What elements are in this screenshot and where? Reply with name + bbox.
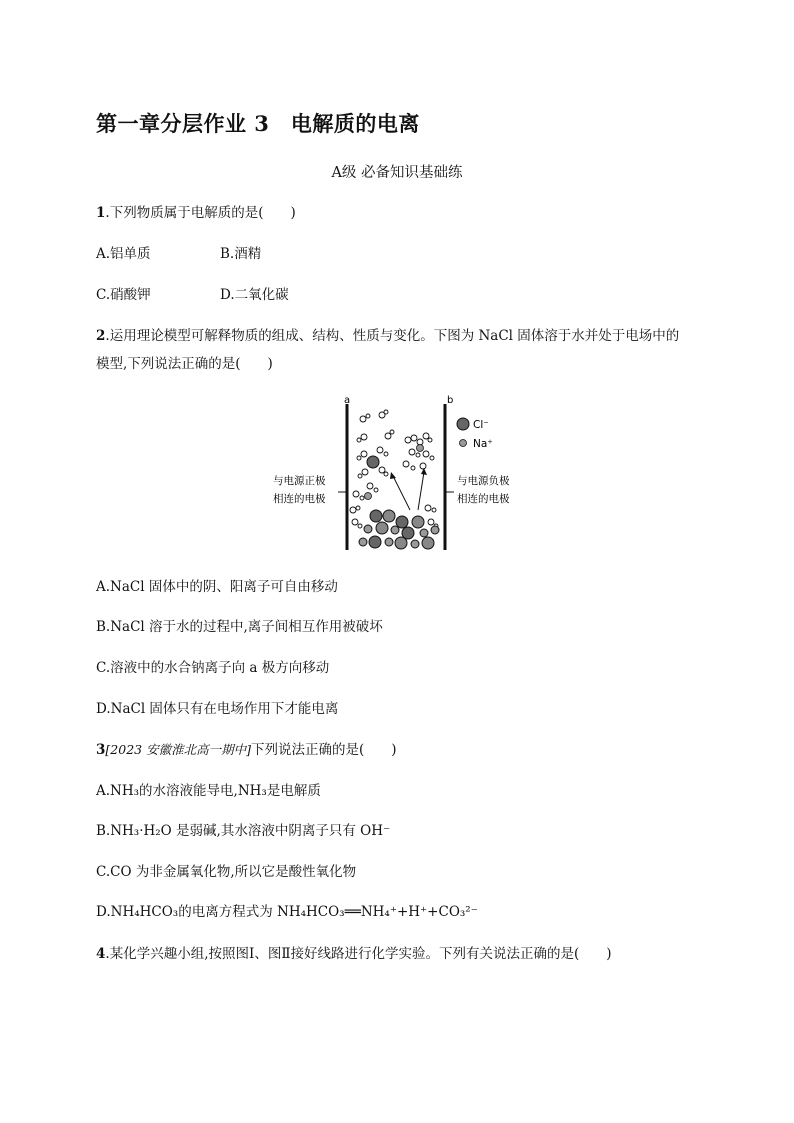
legend-na: Na⁺ <box>473 438 493 450</box>
question-3-source: [2023 安徽淮北高一期中] <box>105 742 251 757</box>
electrode-b-label: b <box>447 395 454 406</box>
nacl-crystal-lattice <box>359 510 439 549</box>
cl-ion-legend-icon <box>457 418 469 430</box>
page-title <box>96 108 420 138</box>
hydrated-na-ion-2 <box>365 493 372 500</box>
hydrated-cl-ion <box>367 456 379 468</box>
q2-option-d: D.NaCl 固体只有在电场作用下才能电离 <box>96 701 339 717</box>
migration-arrows <box>393 472 424 510</box>
q3-option-a: A.NH₃的水溶液能导电,NH₃是电解质 <box>96 783 321 799</box>
right-electrode-label-2: 相连的电极 <box>457 493 510 505</box>
question-1-stem <box>96 203 296 223</box>
left-electrode-label-1: 与电源正极 <box>273 475 326 487</box>
water-molecules <box>350 410 438 528</box>
q2-option-c: C.溶液中的水合钠离子向 a 极方向移动 <box>96 660 330 676</box>
question-1-number: 1 <box>96 205 106 221</box>
q2-option-b: B.NaCl 溶于水的过程中,离子间相互作用被破坏 <box>96 619 383 635</box>
q3-option-d: D.NH₄HCO₃的电离方程式为 NH₄HCO₃══NH₄⁺+H⁺+CO₃²⁻ <box>96 904 478 920</box>
legend-cl: Cl⁻ <box>473 419 489 431</box>
left-electrode-label-2: 相连的电极 <box>273 493 326 505</box>
question-4-number: 4 <box>96 946 106 962</box>
question-4-stem <box>96 944 612 964</box>
q1-option-d: D.二氧化碳 <box>220 287 289 303</box>
title-rest: 分层作业 3 电解质的电离 <box>160 111 420 136</box>
q3-option-c: C.CO 为非金属氧化物,所以它是酸性氧化物 <box>96 864 357 880</box>
question-2-number: 2 <box>96 328 106 344</box>
right-electrode-label-1: 与电源负极 <box>457 475 510 487</box>
q1-option-c: C.硝酸钾 <box>96 287 151 303</box>
electrode-a-label: a <box>344 395 351 406</box>
q3-option-b: B.NH₃·H₂O 是弱碱,其水溶液中阴离子只有 OH⁻ <box>96 823 391 839</box>
question-2-stem-line2: 模型,下列说法正确的是( ) <box>96 356 273 372</box>
na-ion-legend-icon <box>460 440 467 447</box>
question-3-stem <box>96 740 397 760</box>
question-3-text: 下列说法正确的是( ) <box>250 742 397 758</box>
q1-option-a: A.铝单质 <box>96 246 151 262</box>
question-1-text: .下列物质属于电解质的是( ) <box>105 205 296 221</box>
question-3-number: 3 <box>96 742 106 758</box>
question-2-text-1: .运用理论模型可解释物质的组成、结构、性质与变化。下图为 NaCl 固体溶于水并处于电场中的 <box>105 328 680 344</box>
question-4-text: .某化学兴趣小组,按照图Ⅰ、图Ⅱ接好线路进行化学实验。下列有关说法正确的是( ) <box>105 946 612 962</box>
q1-option-b: B.酒精 <box>220 246 262 262</box>
hydrated-na-ion <box>417 445 424 452</box>
title-chapter: 第一章 <box>96 111 161 136</box>
nacl-electrolysis-figure <box>268 392 530 554</box>
q2-option-a: A.NaCl 固体中的阴、阳离子可自由移动 <box>96 579 338 595</box>
level-heading: A级 必备知识基础练 <box>331 165 463 181</box>
question-2-stem-line1 <box>96 326 679 346</box>
